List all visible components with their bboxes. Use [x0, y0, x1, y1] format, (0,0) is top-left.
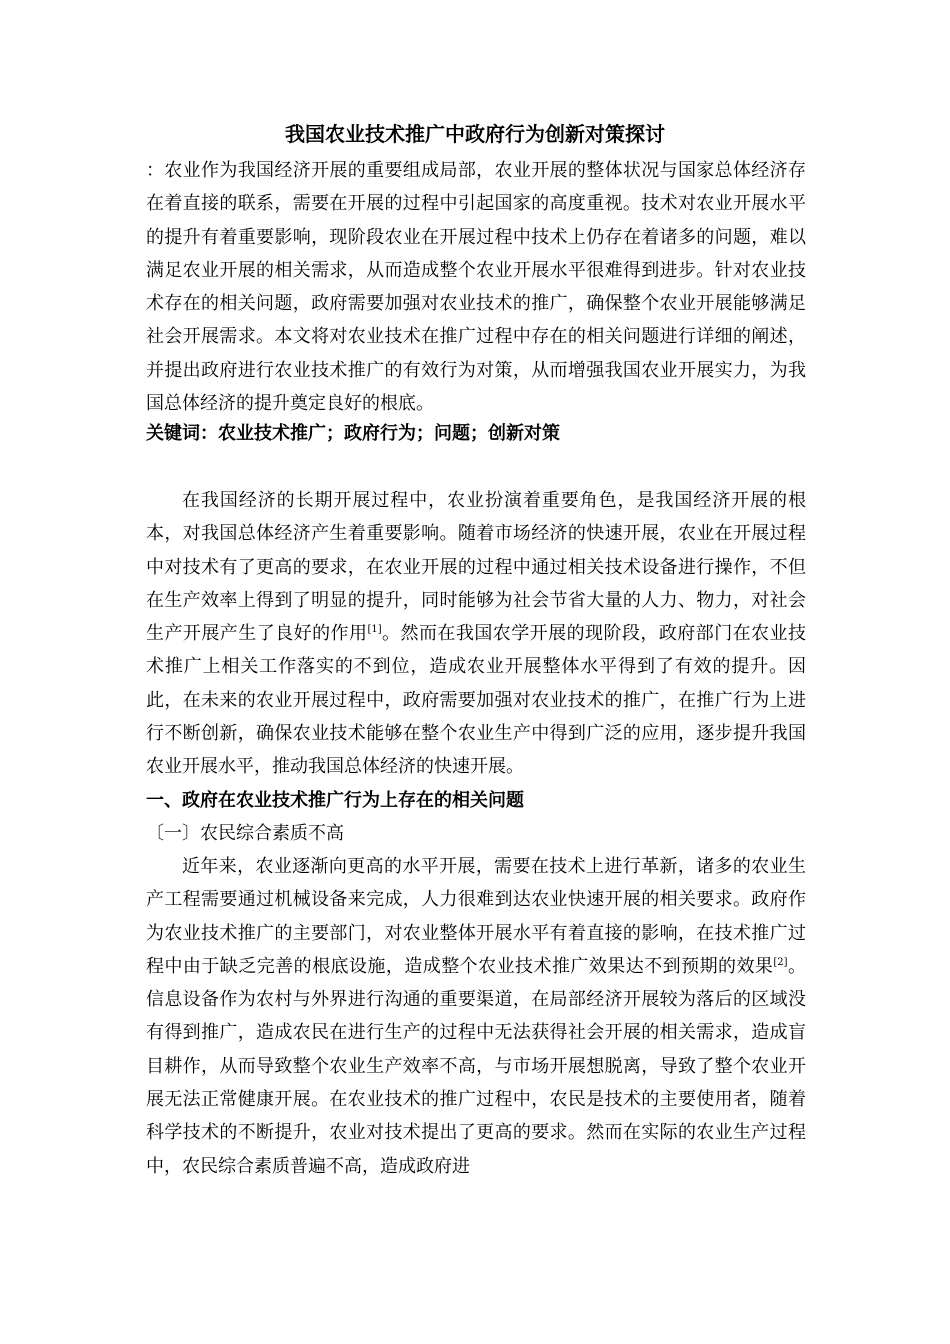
- subsection-heading: 〔一〕农民综合素质不高: [146, 823, 344, 844]
- intro-text-part2: 。然而在我国农学开展的现阶段，政府部门在农业技术推广上相关工作落实的不到位，造成农业开展整体水平得到了有效的提升。因此，在未来的农业开展过程中，政府需要加强对农业技术的推广，在推广行为上进行不断创新，确保农业技术能够在整个农业生产中得到广泛的应用，逐步提升我国农业开展水平，推动我国总体经济的快速开展。: [146, 623, 807, 778]
- keywords-line: 关键词：农业技术推广；政府行为；问题；创新对策: [146, 423, 560, 444]
- document-title: 我国农业技术推广中政府行为创新对策探讨: [285, 122, 665, 146]
- abstract-paragraph: ：农业作为我国经济开展的重要组成局部，农业开展的整体状况与国家总体经济存在着直接的联系，需要在开展的过程中引起国家的高度重视。技术对农业开展水平的提升有着重要影响，现阶段农业在开展过程中技术上仍存在着诸多的问题，难以满足农业开展的相关需求，从而造成整个农业开展水平很难得到进步。针对农业技术存在的相关问题，政府需要加强对农业技术的推广，确保整个农业开展能够满足社会开展需求。本文将对农业技术在推广过程中存在的相关问题进行详细的阐述，并提出政府进行农业技术推广的有效行为对策，从而增强我国农业开展实力，为我国总体经济的提升奠定良好的根底。: [146, 160, 806, 415]
- citation-ref: [1]: [367, 624, 382, 636]
- body-text-part2: 。信息设备作为农村与外界进行沟通的重要渠道，在局部经济开展较为落后的区域没有得到推广，造成农民在进行生产的过程中无法获得社会开展的相关需求，造成盲目耕作，从而导致整个农业生产效率不高，与市场开展想脱离，导致了整个农业开展无法正常健康开展。在农业技术的推广过程中，农民是技术的主要使用者，随着科学技术的不断提升，农业对技术提出了更高的要求。然而在实际的农业生产过程中，农民综合素质普遍不高，造成政府进: [146, 955, 806, 1177]
- section-heading: 一、政府在农业技术推广行为上存在的相关问题: [146, 790, 524, 811]
- intro-paragraph: [146, 484, 806, 784]
- intro-text-part1: 在我国经济的长期开展过程中，农业扮演着重要角色，是我国经济开展的根本，对我国总体经济产生着重要影响。随着市场经济的快速开展，农业在开展过程中对技术有了更高的要求，在农业开展的过程中通过相关技术设备进行操作，不但在生产效率上得到了明显的提升，同时能够为社会节省大量的人力、物力，对社会生产开展产生了良好的作用: [146, 490, 806, 645]
- citation-ref: [2]: [773, 956, 788, 968]
- body-text-part1: 近年来，农业逐渐向更高的水平开展，需要在技术上进行革新，诸多的农业生产工程需要通过机械设备来完成，人力很难到达农业快速开展的相关要求。政府作为农业技术推广的主要部门，对农业整体开展水平有着直接的影响，在技术推广过程中由于缺乏完善的根底设施，造成整个农业技术推广效果达不到预期的效果: [146, 856, 806, 977]
- body-paragraph: [146, 850, 806, 1183]
